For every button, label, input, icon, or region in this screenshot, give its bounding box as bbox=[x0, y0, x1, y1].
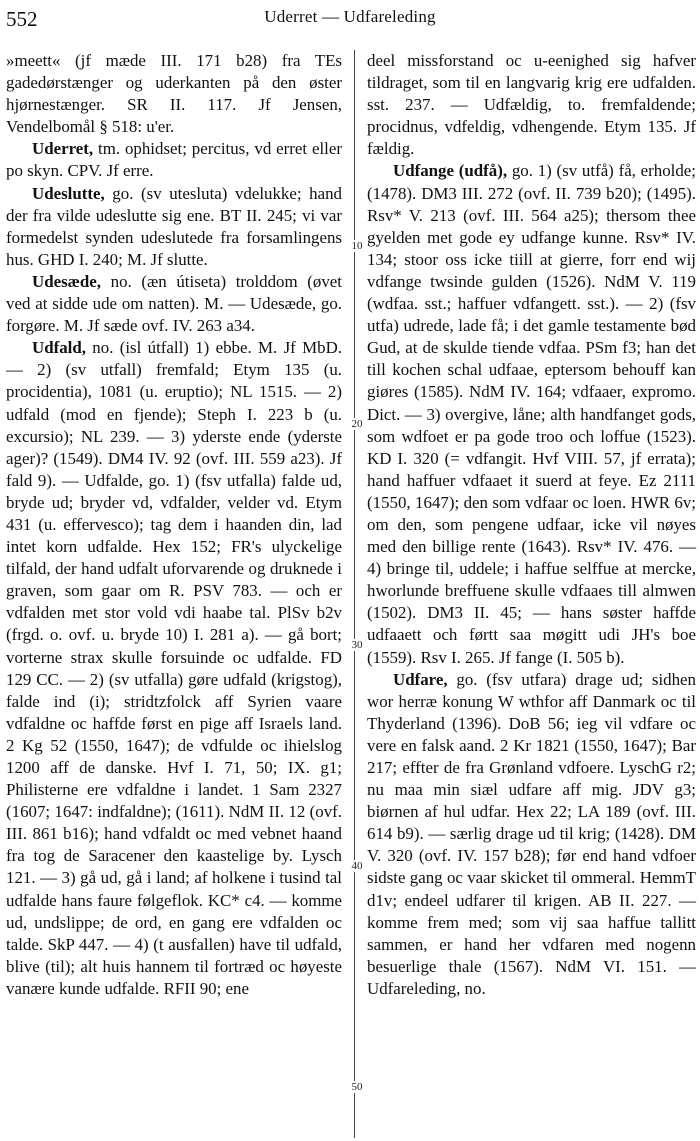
dictionary-entry bbox=[367, 669, 696, 1000]
dictionary-entry bbox=[6, 138, 342, 182]
line-number: 20 bbox=[348, 418, 366, 430]
entry-headword: Udfald, bbox=[32, 338, 86, 358]
entry-continuation: deel missforstand oc u-eenighed sig hafver tildraget, som til en langvarig krig ere udfalden. sst. 237. — Udfældig, to. fremfaldende; procidnus, vdfeldig, vdhengende. Etym 135. Jf fældig. bbox=[367, 51, 696, 159]
entry-continuation: »meett« (jf mæde III. 171 b28) fra TEs gadedørstænger og uderkanten på den øster hjørnestænger. SR II. 117. Jf Jensen, Vendelbomål § 518: u'er. bbox=[6, 51, 342, 137]
dictionary-entry bbox=[367, 160, 696, 668]
column-divider bbox=[354, 50, 355, 1138]
entry-text: go. 1) (sv utfå) få, erholde; (1478). DM3 III. 272 (ovf. II. 739 b20); (1495). Rsv* V. 213 (ovf. III. 564 a25); thersom thee gyelden met gode ey udfange kunne. Rsv* IV. 134; stoor oss icke tiill at gierre, forr end wij vdfange twsinde gulden (1526). NdM V. 119 (wdfaa. sst.; haffuer vdfangett. sst.). — 2) (fsv utfa) udrede, lade få; i det gamle testamente bød Gud, at de skulde tiende vdfaa. PSm f3; han det till kochen schal udfaae, eptersom behouff kan giøres (1585). NdM IV. 164; vdfaaer, expromo. Dict. — 3) overgive, låne; alth handfanget gods, som wdfoet er pa gode troo och loffue (1523). KD I. 320 (= vdfangit. Hvf VIII. 57, jf errata); hand haffuer vdfaaet it suerd at feye. Ez 2111 (1550, 1647); den som vdfaar oc loen. HWR 6v; om den, som pengene udfaar, icke vil nøyes med den billige rente (1643). Rsv* IV. 476. — 4) bringe til, uddele; i haffue selffue at mercke, hworlunde breffuene skulle vdfaaes till almwen (1502). DM3 II. 45; — hans søster haffde udfaaett och førtt saa møgitt udi JH's boe (1559). Rsv I. 265. Jf fange (I. 505 b). bbox=[367, 161, 696, 667]
line-number: 10 bbox=[348, 240, 366, 252]
left-column bbox=[6, 50, 342, 1000]
dictionary-entry bbox=[6, 183, 342, 271]
entry-headword: Udfange (udfå), bbox=[393, 161, 508, 181]
entry-text: no. (isl útfall) 1) ebbe. M. Jf MbD. — 2) (sv utfall) fremfald; Etym 135 (u. procidentia), 1081 (u. eruptio); NL 1515. — 2) udfald (mod en fjende); Steph I. 223 b (u. excursio); NL 239. — 3) yderste ende (yderste ager)? (1549). DM4 IV. 92 (ovf. III. 559 a23). Jf fald 9). — Udfalde, go. 1) (fsv utfalla) falde ud, bryde ud; bryder vd, vdfalder, velder vd. Etym 431 (u. effervesco); tag dem i haanden din, lad intet korn udfalde. Hex 152; FR's ulyckelige tilfald, der hand udfalt uforvarende og druknede i graven, som gaar om R. PSV 783. — och er vdfalden met stor vold vdi haabe tal. PlSv b2v (frgd. o. ovf. u. bryde 10) I. 281 a). — gå bort; vorterne strax skulle forsuinde oc udfalde. FD 129 CC. — 2) (sv utfalla) gøre udfald (krigstog), falde ind (i); stridtzfolck aff Syrien vaare vdfaldne oc haffde først en pige aff Israels land. 2 Kg 52 (1550, 1647); de vdfulde oc ihielslog 1200 aff de danske. Hvf I. 71, 50; IX. g1; Philisterne ere vdfaldne i landet. 1 Sam 2327 (1607; 1647: indfaldne); (1611). NdM II. 12 (ovf. III. 861 b16); hand vdfaldt oc med vebnet haand fra tog de Saracener den kaastelige by. Lysch 121. — 3) gå ud, gå i land; af holkene i tusind tal udfalde hans faure følgeflok. KC* c4. — komme ud, undslippe; de ord, en gang ere vdfalden oc talde. SkP 447. — 4) (t ausfallen) have til udfald, blive (til); alt huis hannem til fortræd oc høyeste vanære kunde udfalde. RFII 90; ene bbox=[6, 338, 342, 998]
entry-headword: Uderret, bbox=[32, 139, 94, 159]
entry-text: go. (fsv utfara) drage ud; sidhen wor herræ konung W wthfor aff Danmark oc til Thyderland (1396). DoB 56; ieg vil vdfare oc vere en falsk aand. 2 Kr 1821 (1550, 1647); Bar 217; effter de fra Grønland vdfoere. LyschG r2; nu maa min siæl udfare aff mig. JDV g3; biørnen af hul udfar. Hex 22; LA 189 (ovf. III. 614 b9). — særlig drage ud til krig; (1428). DM V. 320 (ovf. IV. 157 b28); før end hand vdfoer sidste gang oc vaar skicket til ommeral. HemmT d1v; endeel udfarer til krigen. AB II. 227. — komme frem med; som vij saa haffue tallitt sammen, er hand her vdfaren med nogenn besuerlige thale (1567). NdM VI. 151. — Udfareleding, no. bbox=[367, 669, 696, 998]
entry-text: no. (æn útiseta) trolddom (øvet ved at sidde ude om natten). M. — Udesæde, go. forgøre. M. Jf sæde ovf. IV. 263 a34. bbox=[6, 271, 342, 336]
entry-text: go. (sv utesluta) vdelukke; hand der fra vilde udeslutte sig ene. BT II. 245; vi var formedelst synden udeslutede fra forsamlingens hus. GHD I. 240; M. Jf slutte. bbox=[6, 183, 342, 269]
page-number: 552 bbox=[6, 7, 38, 31]
line-number: 30 bbox=[348, 639, 366, 651]
entry-headword: Udeslutte, bbox=[32, 183, 105, 203]
page-header bbox=[0, 0, 700, 40]
entry-headword: Udfare, bbox=[393, 669, 448, 689]
dictionary-entry bbox=[6, 337, 342, 1000]
line-number: 50 bbox=[348, 1081, 366, 1093]
line-number: 40 bbox=[348, 860, 366, 872]
entry-text: tm. ophidset; percitus, vd erret eller po skyn. CPV. Jf erre. bbox=[6, 139, 342, 181]
dictionary-entry bbox=[6, 271, 342, 337]
right-column bbox=[367, 50, 696, 1000]
running-title: Uderret — Udfareleding bbox=[264, 7, 436, 26]
entry-headword: Udesæde, bbox=[32, 271, 101, 291]
